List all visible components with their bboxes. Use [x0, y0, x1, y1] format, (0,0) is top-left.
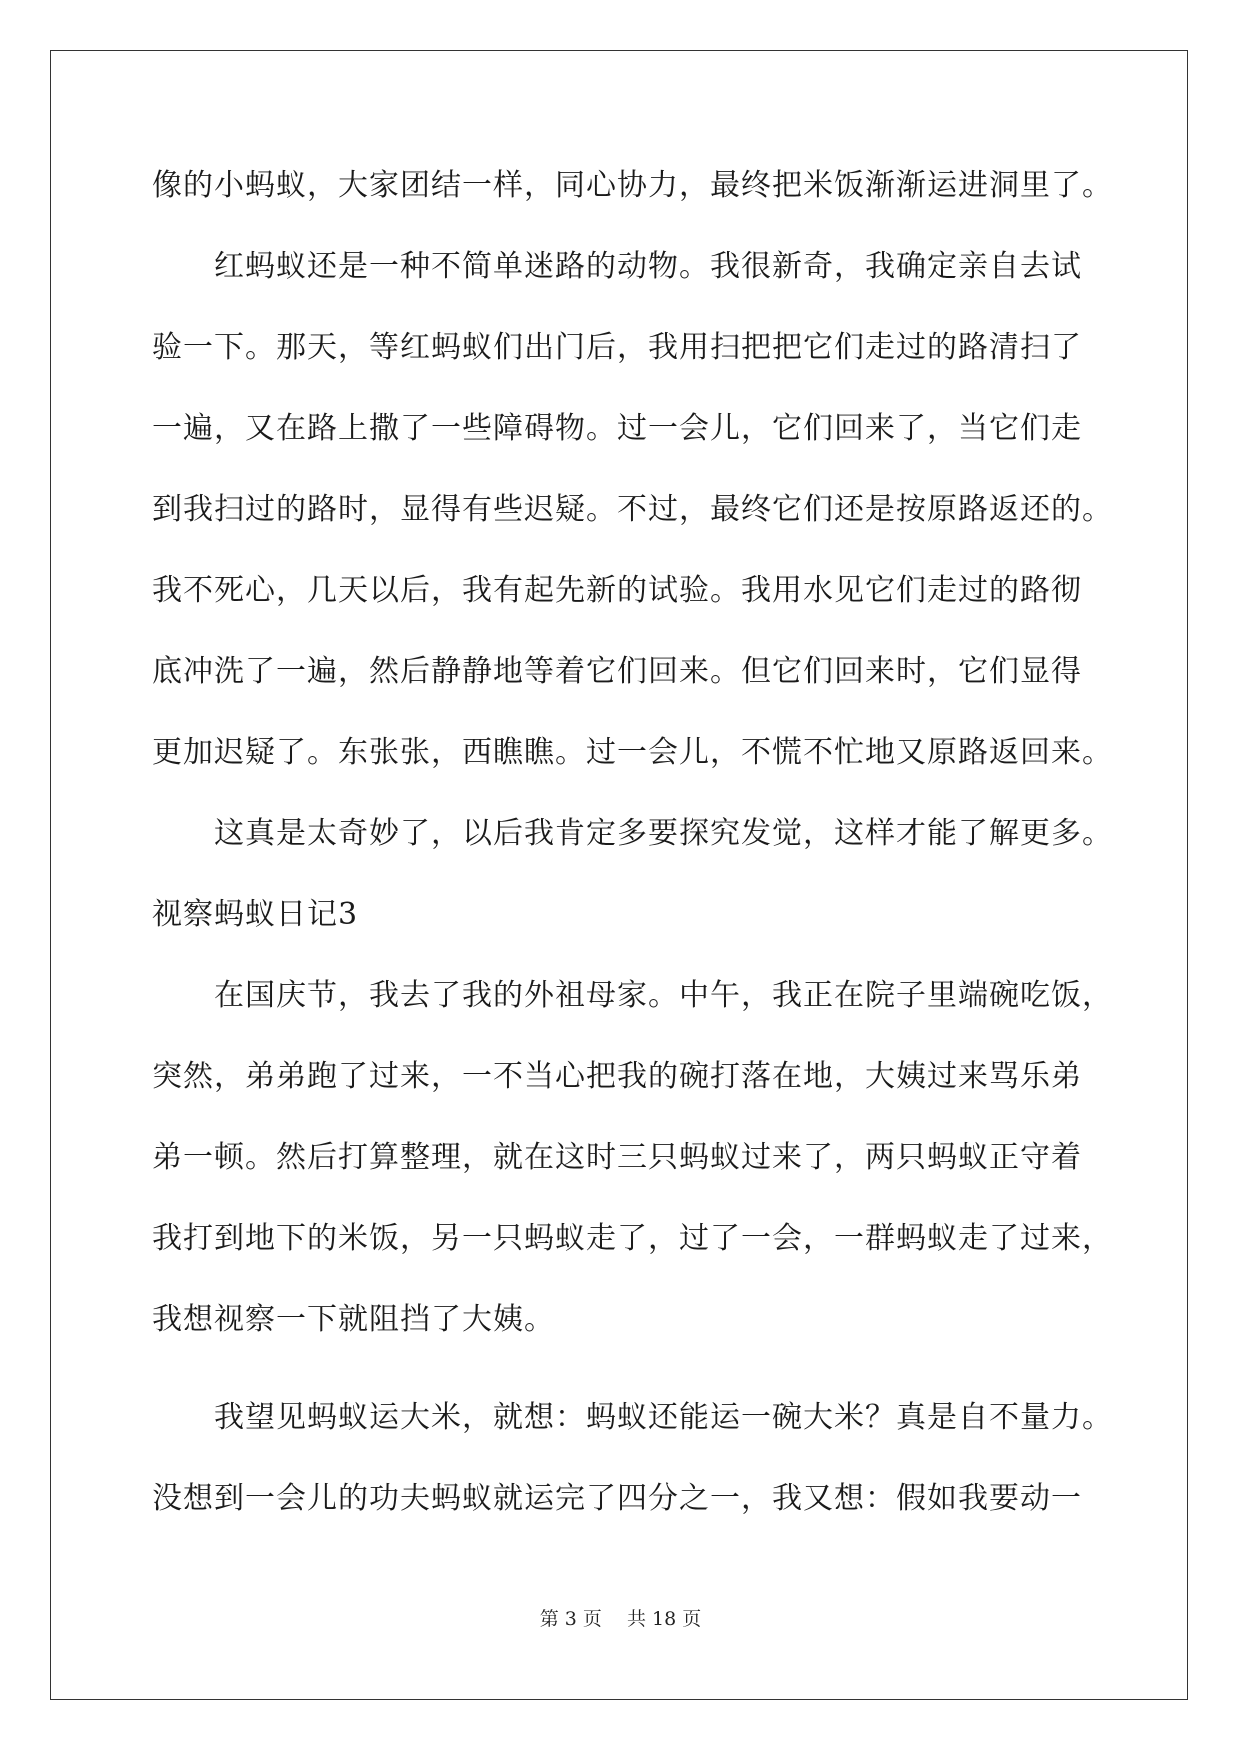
section-heading: 视察蚂蚁日记3	[152, 897, 359, 932]
paragraph-gap	[152, 1360, 1092, 1377]
text-line: 像的小蚂蚁，大家团结一样，同心协力，最终把米饭渐渐运进洞里了。	[152, 168, 1113, 203]
text-line: 没想到一会儿的功夫蚂蚁就运完了四分之一，我又想：假如我要动一	[152, 1481, 1082, 1516]
paragraph-start: 这真是太奇妙了，以后我肯定多要探究发觉，这样才能了解更多。	[214, 816, 1113, 851]
page-number-footer: 第 3 页 共 18 页	[539, 1608, 702, 1630]
document-body	[152, 145, 1113, 1539]
text-line: 我不死心，几天以后，我有起先新的试验。我用水见它们走过的路彻	[152, 573, 1082, 608]
text-line: 底冲洗了一遍，然后静静地等着它们回来。但它们回来时，它们显得	[152, 654, 1082, 689]
text-line: 验一下。那天，等红蚂蚁们出门后，我用扫把把它们走过的路清扫了	[152, 330, 1082, 365]
text-line: 我想视察一下就阻挡了大姨。	[152, 1302, 555, 1337]
paragraph-start: 我望见蚂蚁运大米，就想：蚂蚁还能运一碗大米？真是自不量力。	[214, 1400, 1113, 1435]
text-line: 我打到地下的米饭，另一只蚂蚁走了，过了一会，一群蚂蚁走了过来，	[152, 1221, 1113, 1256]
paragraph-start: 红蚂蚁还是一种不简单迷路的动物。我很新奇，我确定亲自去试	[214, 249, 1082, 284]
paragraph-start: 在国庆节，我去了我的外祖母家。中午，我正在院子里端碗吃饭，	[214, 978, 1113, 1013]
text-line: 突然，弟弟跑了过来，一不当心把我的碗打落在地，大姨过来骂乐弟	[152, 1059, 1082, 1094]
text-line: 到我扫过的路时，显得有些迟疑。不过，最终它们还是按原路返还的。	[152, 492, 1113, 527]
text-line: 更加迟疑了。东张张，西瞧瞧。过一会儿，不慌不忙地又原路返回来。	[152, 735, 1113, 770]
text-line: 弟一顿。然后打算整理，就在这时三只蚂蚁过来了，两只蚂蚁正守着	[152, 1140, 1082, 1175]
text-line: 一遍，又在路上撒了一些障碍物。过一会儿，它们回来了，当它们走	[152, 411, 1082, 446]
